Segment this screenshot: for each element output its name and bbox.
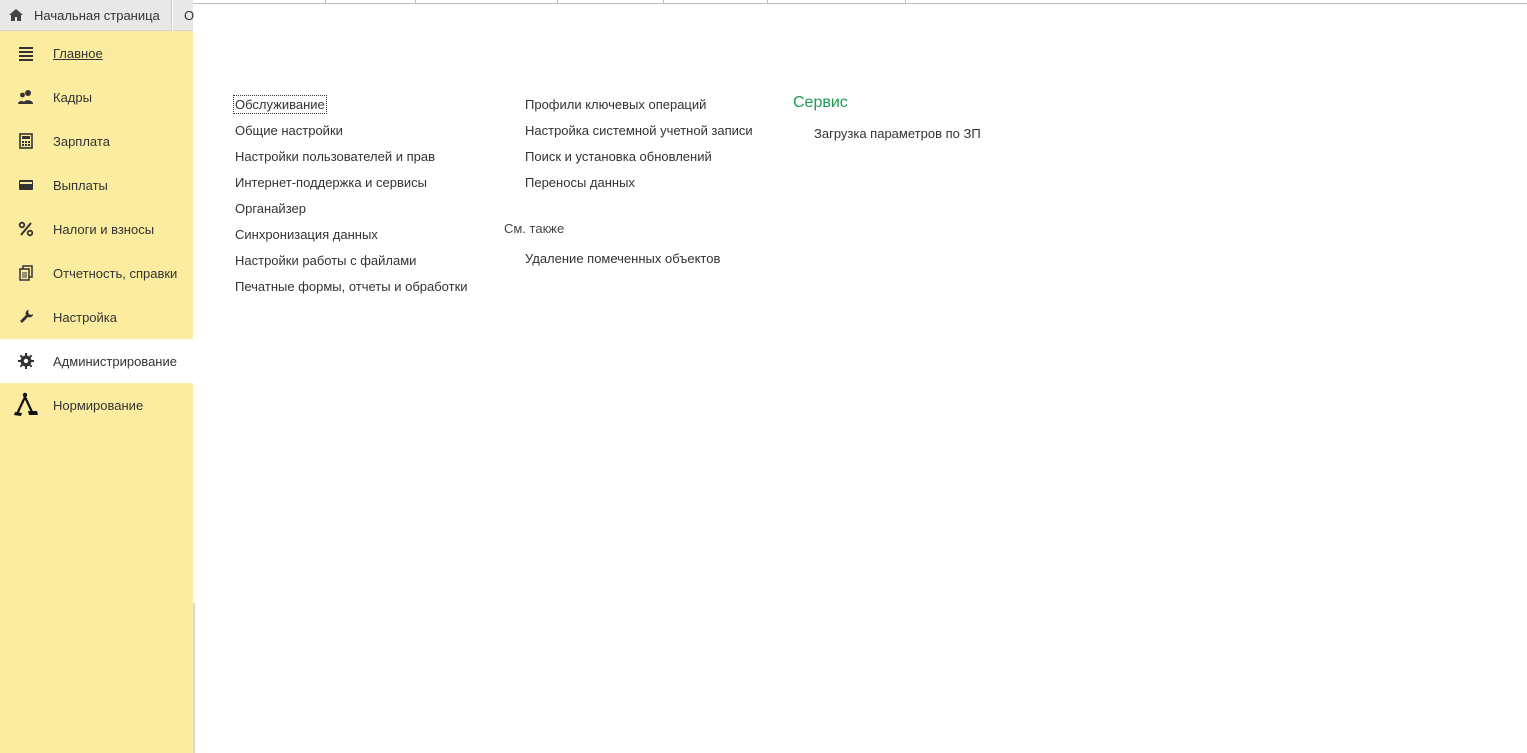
calculator-icon bbox=[17, 132, 35, 150]
sidebar-item-payments[interactable] bbox=[0, 163, 193, 207]
compass-person-icon bbox=[13, 392, 39, 418]
home-icon bbox=[8, 7, 24, 23]
gear-icon bbox=[17, 352, 35, 370]
tab-home[interactable] bbox=[0, 0, 172, 31]
sidebar-item-label: Налоги и взносы bbox=[53, 222, 155, 237]
wrench-icon bbox=[17, 308, 35, 326]
sidebar bbox=[0, 31, 193, 753]
sidebar-item-staff[interactable] bbox=[0, 75, 193, 119]
sidebar-item-label: Администрирование bbox=[53, 354, 177, 369]
link-print-forms[interactable]: Печатные формы, отчеты и обработки bbox=[235, 279, 468, 294]
link-updates[interactable]: Поиск и установка обновлений bbox=[525, 149, 712, 164]
link-data-sync[interactable]: Синхронизация данных bbox=[235, 227, 378, 242]
link-data-transfers[interactable]: Переносы данных bbox=[525, 175, 635, 190]
link-system-account-settings[interactable]: Настройка системной учетной записи bbox=[525, 123, 753, 138]
sidebar-item-label: Нормирование bbox=[53, 398, 144, 413]
sidebar-item-norming[interactable] bbox=[0, 383, 193, 427]
tab-home-label: Начальная страница bbox=[34, 8, 160, 23]
link-load-salary-params[interactable]: Загрузка параметров по ЗП bbox=[814, 126, 981, 141]
link-maintenance[interactable]: Обслуживание bbox=[235, 97, 325, 112]
menu-lines-icon bbox=[17, 44, 35, 62]
wallet-icon bbox=[17, 176, 35, 194]
sidebar-item-reports[interactable] bbox=[0, 251, 193, 295]
percent-icon bbox=[17, 220, 35, 238]
sidebar-item-label: Кадры bbox=[53, 90, 92, 105]
sidebar-item-taxes[interactable] bbox=[0, 207, 193, 251]
link-delete-marked-objects[interactable]: Удаление помеченных объектов bbox=[525, 251, 721, 266]
see-also-heading: См. также bbox=[504, 221, 565, 236]
sidebar-item-label: Главное bbox=[53, 46, 103, 61]
link-file-settings[interactable]: Настройки работы с файлами bbox=[235, 253, 417, 268]
link-internet-support[interactable]: Интернет-поддержка и сервисы bbox=[235, 175, 428, 190]
documents-icon bbox=[17, 264, 35, 282]
sidebar-item-label: Зарплата bbox=[53, 134, 110, 149]
link-user-rights-settings[interactable]: Настройки пользователей и прав bbox=[235, 149, 436, 164]
tab-next-label: О bbox=[184, 8, 195, 23]
sidebar-item-label: Отчетность, справки bbox=[53, 266, 178, 281]
sidebar-item-salary[interactable] bbox=[0, 119, 193, 163]
sidebar-item-administration[interactable] bbox=[0, 339, 193, 383]
sidebar-item-label: Выплаты bbox=[53, 178, 108, 193]
sidebar-item-settings[interactable] bbox=[0, 295, 193, 339]
people-icon bbox=[17, 88, 35, 106]
main-content bbox=[193, 4, 1527, 753]
sidebar-item-label: Настройка bbox=[53, 310, 117, 325]
link-key-operations-profiles[interactable]: Профили ключевых операций bbox=[525, 97, 707, 112]
tab-next[interactable] bbox=[173, 0, 193, 31]
service-section-title: Сервис bbox=[793, 94, 848, 111]
link-organizer[interactable]: Органайзер bbox=[235, 201, 306, 216]
link-general-settings[interactable]: Общие настройки bbox=[235, 123, 343, 138]
sidebar-item-main[interactable] bbox=[0, 31, 193, 75]
